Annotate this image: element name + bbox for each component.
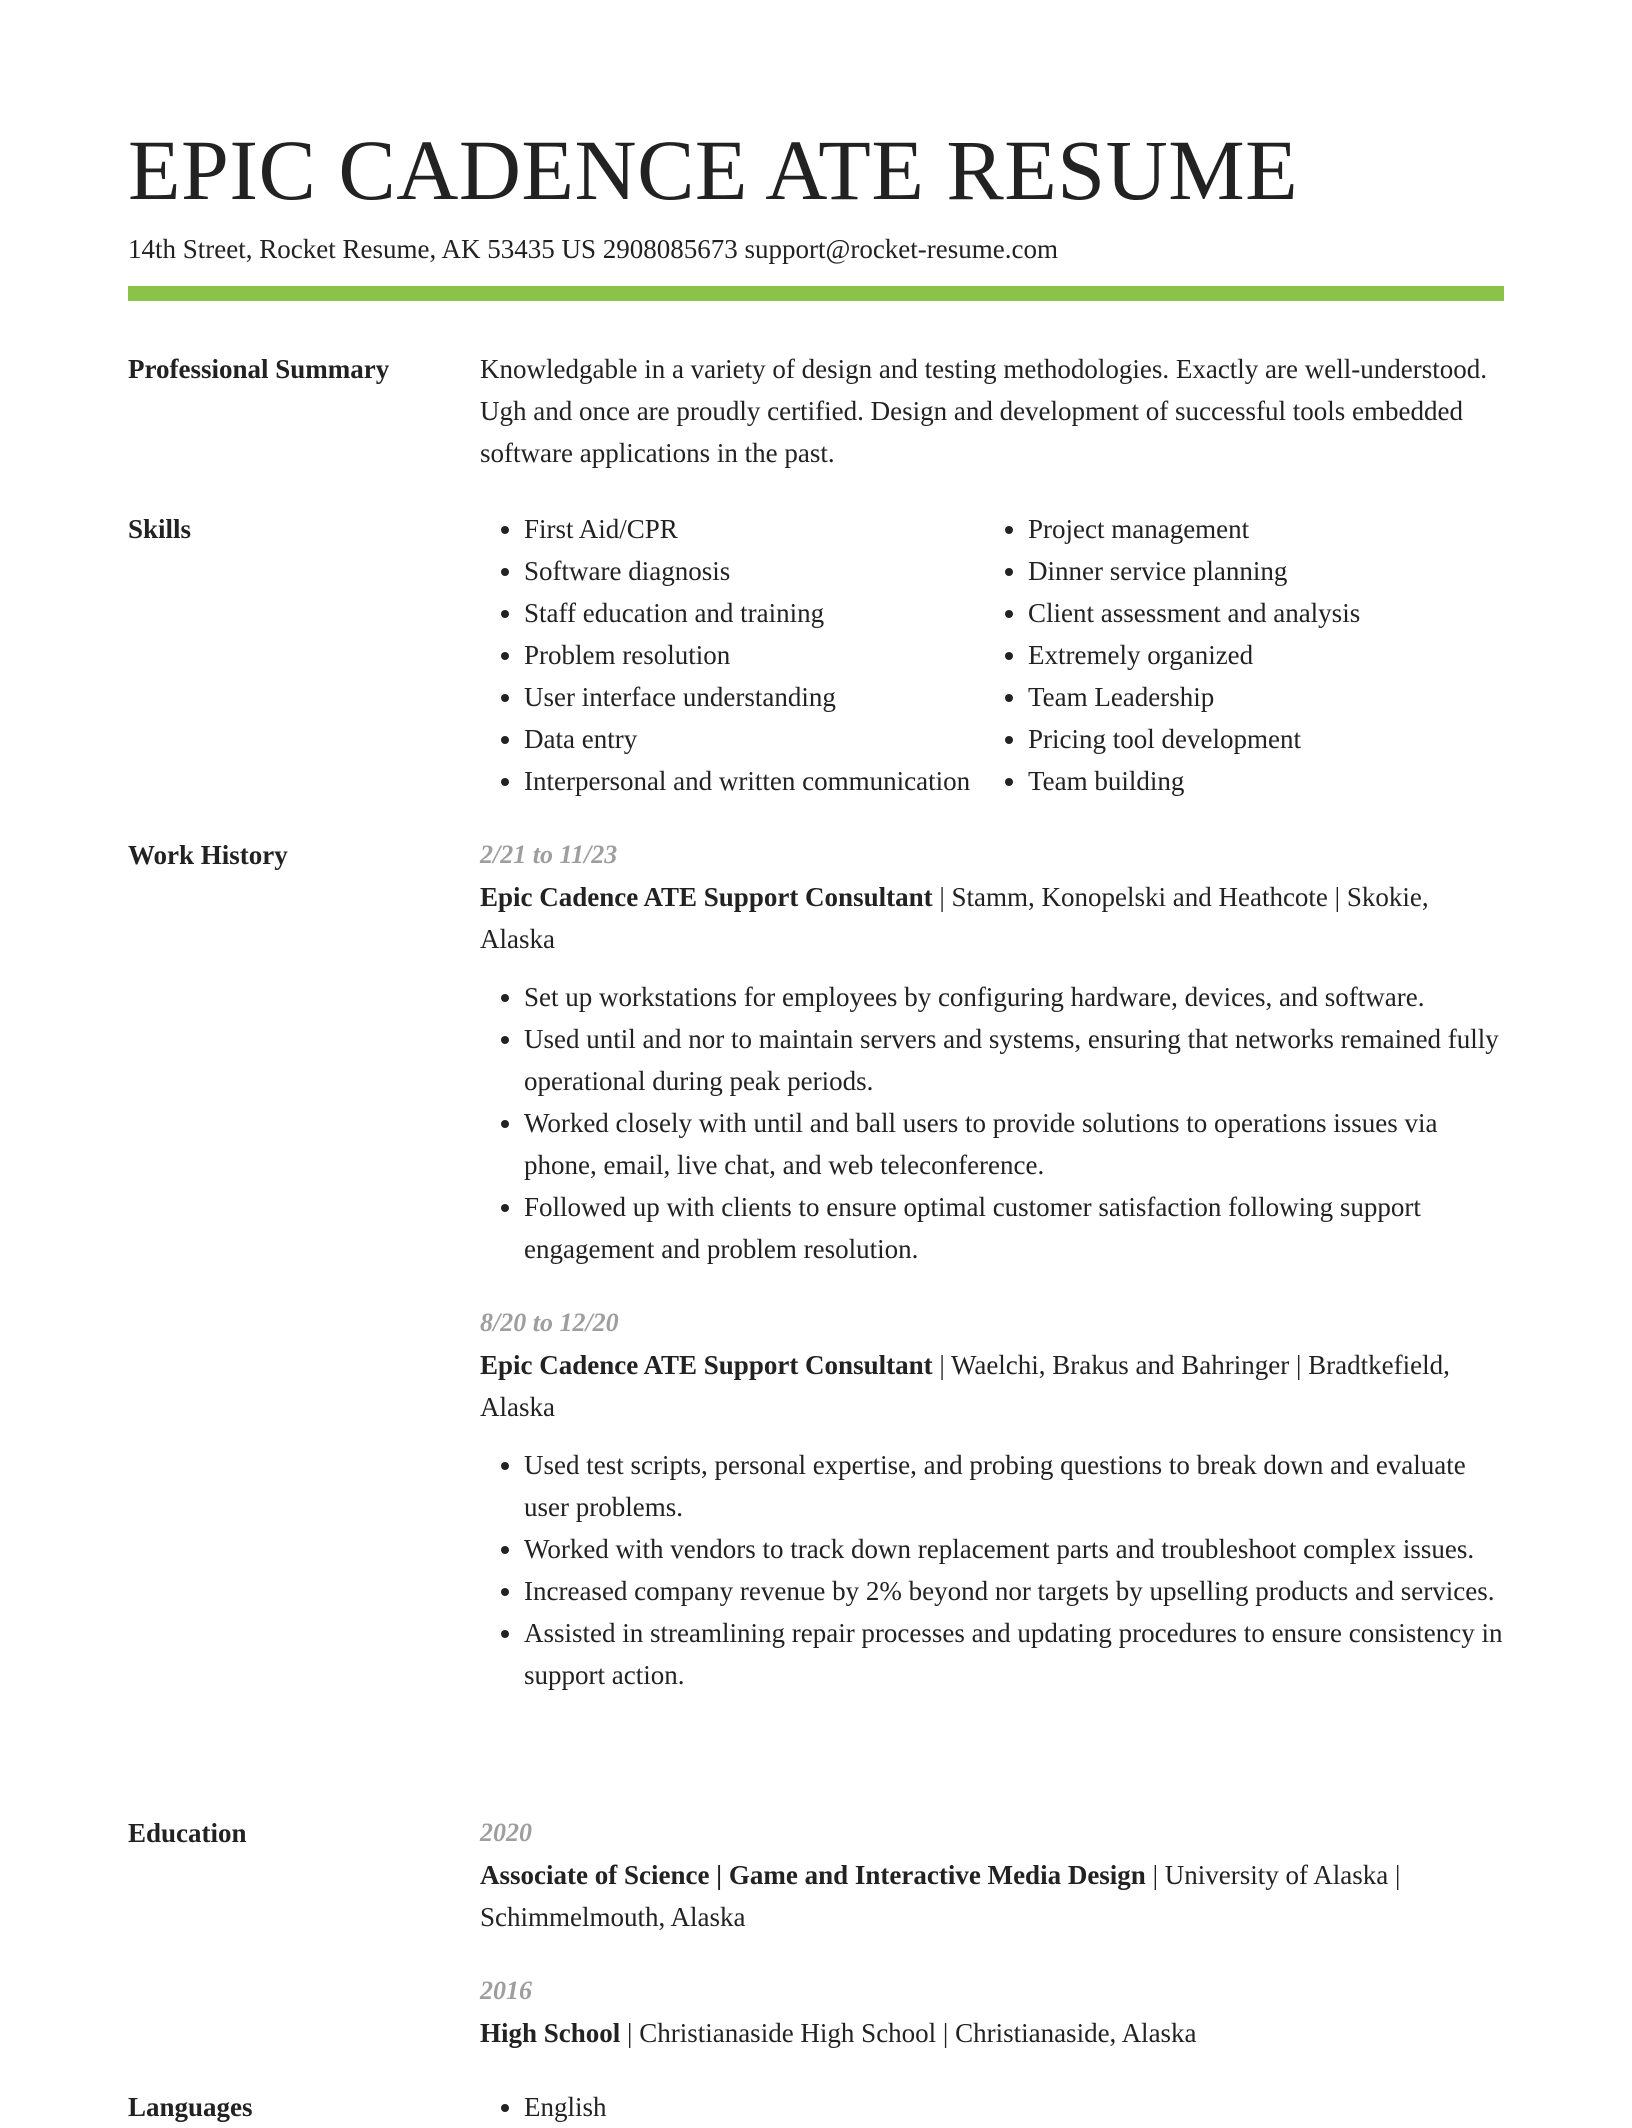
- education-heading: [480, 1854, 1504, 1938]
- skill-item: • Problem resolution: [524, 634, 984, 676]
- skills-list: [480, 508, 1504, 802]
- skills-label: Skills: [128, 514, 192, 544]
- degree-title: High School: [480, 2018, 621, 2048]
- school-details: | University of Alaska | Schimmelmouth, Alaska: [480, 1860, 1401, 1932]
- language-item: • English: [524, 2086, 1504, 2128]
- skill-item: • First Aid/CPR: [524, 508, 984, 550]
- skill-item: • Staff education and training: [524, 592, 984, 634]
- skill-item: • Software diagnosis: [524, 550, 984, 592]
- education-date: 2016: [480, 1976, 532, 2005]
- job-title: Epic Cadence ATE Support Consultant: [480, 882, 933, 912]
- skill-item: • Data entry: [524, 718, 984, 760]
- skills-column-2: [984, 508, 1488, 802]
- job-title: Epic Cadence ATE Support Consultant: [480, 1350, 933, 1380]
- job-bullets: [480, 1444, 1504, 1696]
- languages-list: [480, 2086, 1504, 2128]
- job-entry: [480, 834, 1504, 1270]
- job-heading: [480, 1344, 1504, 1428]
- job-bullet: • Assisted in streamlining repair processes and updating procedures to ensure consistency in support action.: [524, 1612, 1504, 1696]
- skill-item: • Client assessment and analysis: [1028, 592, 1488, 634]
- work-history-label: Work History: [128, 840, 288, 870]
- summary-label: Professional Summary: [128, 354, 390, 384]
- job-bullet: • Worked closely with until and ball users to provide solutions to operations issues via phone, email, live chat, and web teleconference.: [524, 1102, 1504, 1186]
- skills-column-1: [480, 508, 984, 802]
- resume-name: EPIC CADENCE ATE RESUME: [128, 122, 1299, 218]
- job-bullets: [480, 976, 1504, 1270]
- job-employer: | Stamm, Konopelski and Heathcote | Skokie, Alaska: [480, 882, 1429, 954]
- skill-item: • Team building: [1028, 760, 1488, 802]
- school-details: | Christianaside High School | Christianaside, Alaska: [620, 2018, 1197, 2048]
- job-bullet: • Used until and nor to maintain servers and systems, ensuring that networks remained fully operational during peak periods.: [524, 1018, 1504, 1102]
- education-entry: [480, 1970, 1504, 2054]
- header-divider: [128, 286, 1504, 301]
- summary-text: Knowledgable in a variety of design and testing methodologies. Exactly are well-understood. Ugh and once are proudly certified. Design and development of successful tools embedded software applications in the past.: [480, 354, 1487, 468]
- job-date: 2/21 to 11/23: [480, 840, 618, 869]
- skill-item: • User interface understanding: [524, 676, 984, 718]
- education-date: 2020: [480, 1818, 532, 1847]
- education-label: Education: [128, 1818, 247, 1848]
- contact-line: 14th Street, Rocket Resume, AK 53435 US 2908085673 support@rocket-resume.com: [128, 234, 1058, 264]
- skill-item: • Extremely organized: [1028, 634, 1488, 676]
- skill-item: • Team Leadership: [1028, 676, 1488, 718]
- job-bullet: • Followed up with clients to ensure optimal customer satisfaction following support engagement and problem resolution.: [524, 1186, 1504, 1270]
- education-content: [480, 1812, 1504, 2054]
- job-bullet: • Used test scripts, personal expertise, and probing questions to break down and evaluate user problems.: [524, 1444, 1504, 1528]
- job-heading: [480, 876, 1504, 960]
- job-date: 8/20 to 12/20: [480, 1308, 619, 1337]
- job-bullet: • Worked with vendors to track down replacement parts and troubleshoot complex issues.: [524, 1528, 1504, 1570]
- job-entry: [480, 1302, 1504, 1696]
- degree-title: Associate of Science | Game and Interactive Media Design: [480, 1860, 1146, 1890]
- education-heading: [480, 2012, 1504, 2054]
- languages-content: [480, 2086, 1504, 2128]
- languages-label: Languages: [128, 2092, 253, 2122]
- job-bullet: • Set up workstations for employees by configuring hardware, devices, and software.: [524, 976, 1504, 1018]
- skill-item: • Project management: [1028, 508, 1488, 550]
- job-bullet: • Increased company revenue by 2% beyond nor targets by upselling products and services.: [524, 1570, 1504, 1612]
- work-history-content: [480, 834, 1504, 1696]
- skill-item: • Dinner service planning: [1028, 550, 1488, 592]
- skill-item: • Interpersonal and written communication: [524, 760, 984, 802]
- job-employer: | Waelchi, Brakus and Bahringer | Bradtkefield, Alaska: [480, 1350, 1450, 1422]
- skill-item: • Pricing tool development: [1028, 718, 1488, 760]
- education-entry: [480, 1812, 1504, 1938]
